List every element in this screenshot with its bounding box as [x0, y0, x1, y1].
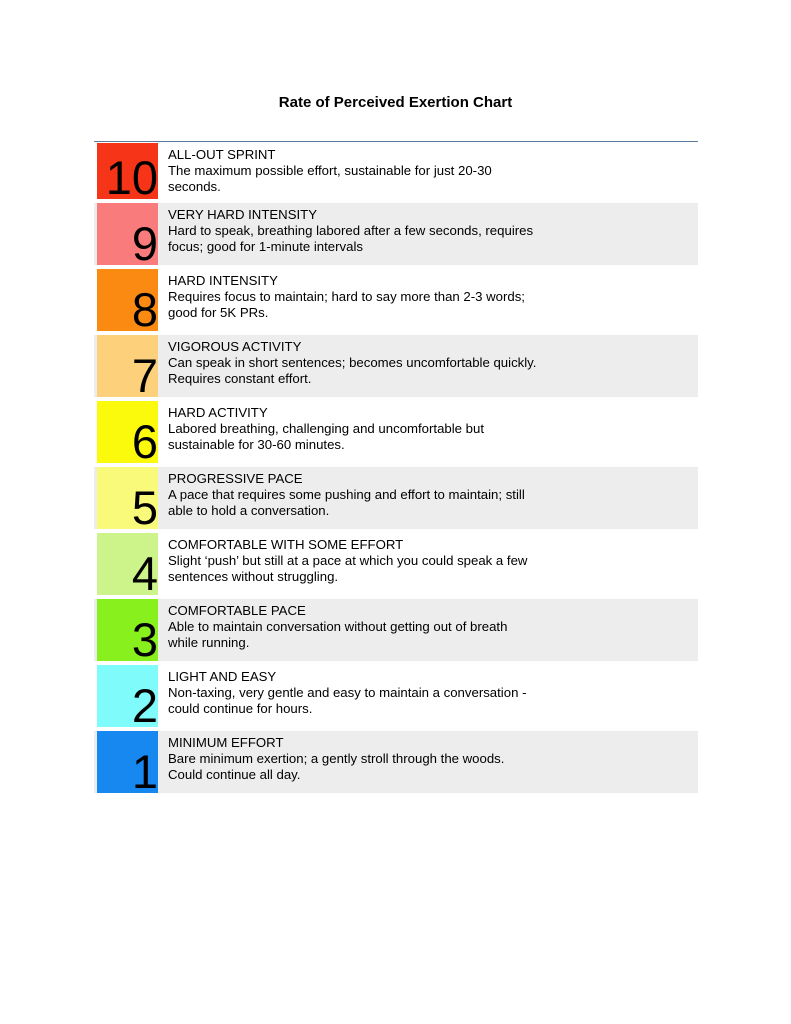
level-text	[158, 203, 538, 265]
level-number: 1	[131, 745, 158, 793]
level-number: 6	[131, 415, 158, 463]
level-description: Requires focus to maintain; hard to say more than 2-3 words; good for 5K PRs.	[168, 289, 525, 320]
level-text	[158, 599, 538, 661]
level-number-cell	[97, 143, 158, 199]
level-number: 5	[131, 481, 158, 529]
level-text	[158, 401, 538, 463]
level-number-cell	[97, 599, 158, 661]
exertion-row	[94, 335, 698, 397]
level-text	[158, 731, 538, 793]
level-number-cell	[97, 665, 158, 727]
level-text	[158, 335, 538, 397]
level-description: Labored breathing, challenging and uncomfortable but sustainable for 30-60 minutes.	[168, 421, 484, 452]
level-heading: LIGHT AND EASY	[168, 669, 277, 684]
level-text	[158, 143, 538, 199]
level-number-cell	[97, 533, 158, 595]
level-description: Able to maintain conversation without getting out of breath while running.	[168, 619, 508, 650]
level-heading: COMFORTABLE WITH SOME EFFORT	[168, 537, 404, 552]
level-text	[158, 665, 538, 727]
level-number-cell	[97, 401, 158, 463]
level-heading: HARD INTENSITY	[168, 273, 278, 288]
level-number: 10	[105, 151, 158, 199]
level-text	[158, 269, 538, 331]
level-description: Hard to speak, breathing labored after a few seconds, requires focus; good for 1-minute intervals	[168, 223, 534, 254]
page-title: Rate of Perceived Exertion Chart	[278, 94, 513, 111]
level-number: 7	[131, 349, 158, 397]
level-number: 3	[131, 613, 158, 661]
exertion-row	[94, 203, 698, 265]
exertion-table	[94, 141, 698, 793]
level-number-cell	[97, 467, 158, 529]
level-number-cell	[97, 731, 158, 793]
level-number: 2	[131, 679, 158, 727]
level-description: A pace that requires some pushing and effort to maintain; still able to hold a conversation.	[168, 487, 525, 518]
exertion-row	[94, 143, 698, 199]
level-number-cell	[97, 335, 158, 397]
level-text	[158, 467, 538, 529]
level-heading: VIGOROUS ACTIVITY	[168, 339, 302, 354]
level-number-cell	[97, 269, 158, 331]
exertion-row	[94, 665, 698, 727]
level-heading: PROGRESSIVE PACE	[168, 471, 303, 486]
level-heading: MINIMUM EFFORT	[168, 735, 284, 750]
level-number-cell	[97, 203, 158, 265]
level-number: 8	[131, 283, 158, 331]
level-heading: HARD ACTIVITY	[168, 405, 268, 420]
level-heading: VERY HARD INTENSITY	[168, 207, 318, 222]
exertion-row	[94, 269, 698, 331]
exertion-row	[94, 401, 698, 463]
level-description: Bare minimum exertion; a gently stroll through the woods. Could continue all day.	[168, 751, 505, 782]
exertion-row	[94, 533, 698, 595]
exertion-row	[94, 599, 698, 661]
level-description: Slight ‘push’ but still at a pace at which you could speak a few sentences without struggling.	[168, 553, 528, 584]
level-description: The maximum possible effort, sustainable for just 20-30 seconds.	[168, 163, 492, 194]
level-text	[158, 533, 538, 595]
level-number: 4	[131, 547, 158, 595]
exertion-row	[94, 467, 698, 529]
level-number: 9	[131, 217, 158, 265]
exertion-row	[94, 731, 698, 793]
level-description: Can speak in short sentences; becomes uncomfortable quickly. Requires constant effort.	[168, 355, 537, 386]
level-description: Non-taxing, very gentle and easy to maintain a conversation - could continue for hours.	[168, 685, 527, 716]
level-heading: COMFORTABLE PACE	[168, 603, 306, 618]
level-heading: ALL-OUT SPRINT	[168, 147, 276, 162]
